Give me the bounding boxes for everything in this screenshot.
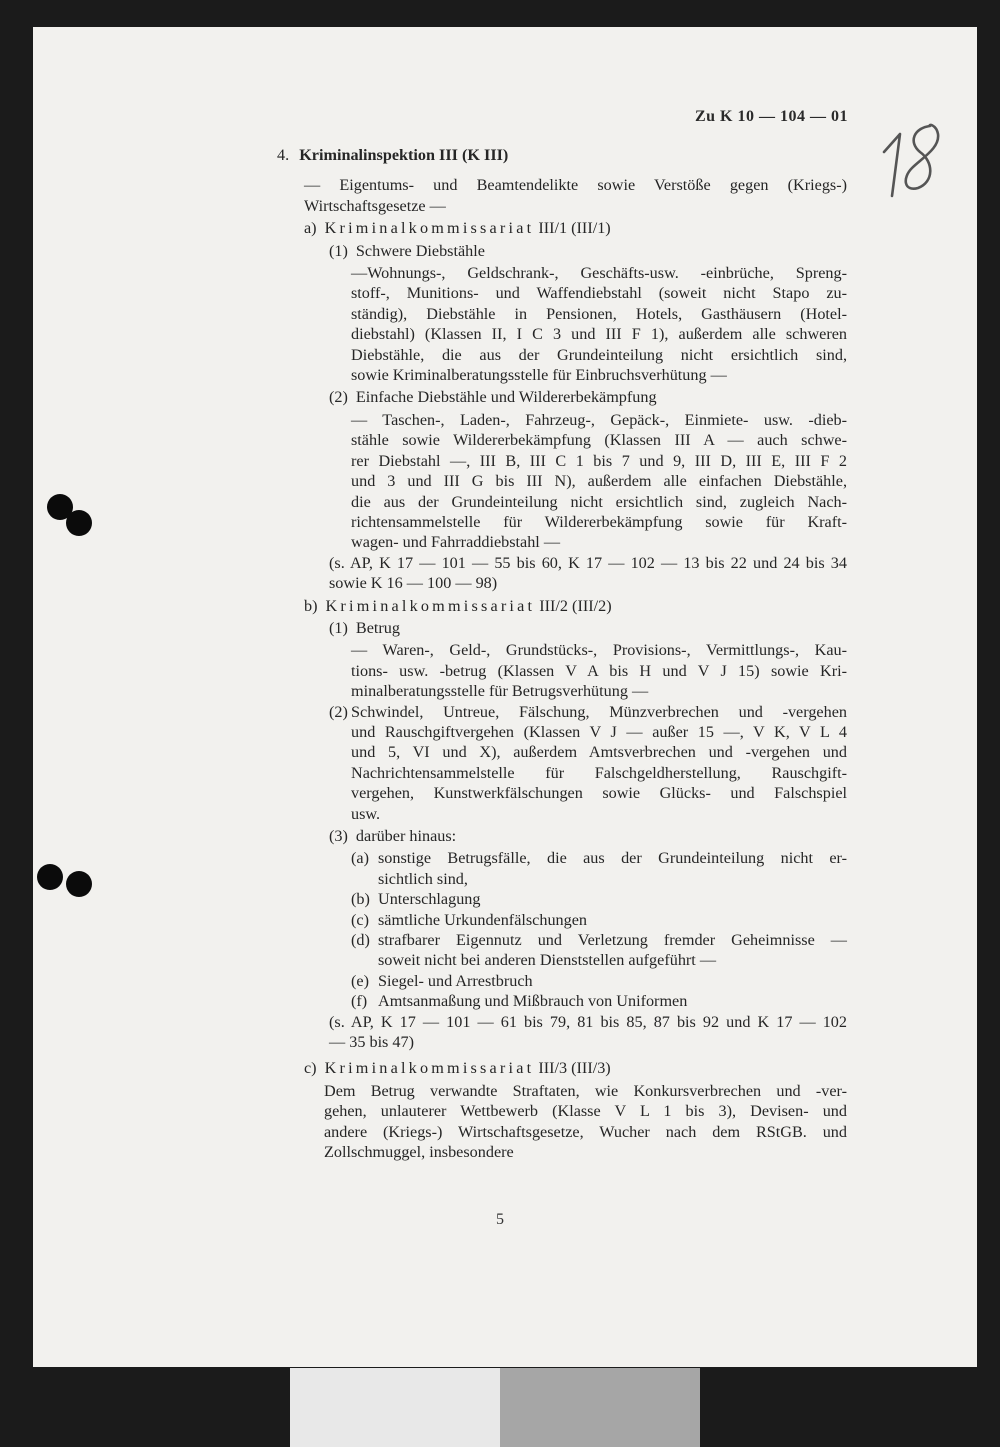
item-a2 xyxy=(304,387,847,552)
item-title: Einfache Diebstähle und Wildererbekämpfung xyxy=(355,388,657,407)
subsection-title-rest: III/3 (III/3) xyxy=(534,1059,611,1078)
handwritten-folio-number xyxy=(878,112,958,202)
text-line: — Waren-, Geld-, Grundstücks-, Provisions-, Vermittlungs-, Kau- xyxy=(351,641,847,660)
subsection-label: a) xyxy=(304,219,317,238)
item-heading xyxy=(329,387,847,407)
subitem xyxy=(351,991,847,1011)
subsection-title-spaced: Kriminalkommissariat xyxy=(324,1059,535,1078)
subitem-label: (a) xyxy=(351,849,369,868)
section-subtitle xyxy=(277,175,847,216)
subitem-list xyxy=(329,848,847,1011)
text-line: sämtliche Urkundenfälschungen xyxy=(378,910,588,929)
text-line: sonstige Betrugsfälle, die aus der Grundeinteilung nicht er- xyxy=(378,849,847,868)
item-title: Schwere Diebstähle xyxy=(355,241,485,260)
gray-scale-strip-dark xyxy=(500,1368,700,1447)
text-line: Diebstähle, die aus der Grundeinteilung nicht ersichtlich sind, xyxy=(351,345,847,364)
text-line: Nachrichtensammelstelle für Falschgeldherstellung, Rauschgift- xyxy=(351,763,847,782)
text-line: sowie Kriminalberatungsstelle für Einbruchsverhütung — xyxy=(351,366,727,385)
item-label: (3) xyxy=(329,827,348,845)
item-heading xyxy=(329,826,847,846)
punch-hole xyxy=(37,864,63,890)
text-line: soweit nicht bei anderen Dienststellen aufgeführt — xyxy=(378,951,717,970)
text-line: strafbarer Eigennutz und Verletzung fremder Geheimnisse — xyxy=(378,931,847,950)
subtitle-line: — Eigentums- und Beamtendelikte sowie Verstöße gegen (Kriegs-) xyxy=(304,176,847,195)
item-b2 xyxy=(304,702,847,824)
item-b3 xyxy=(304,826,847,1012)
text-line: gehen, unlauterer Wettbewerb (Klasse V L 1 bis 3), Devisen- und xyxy=(324,1102,847,1121)
section-heading xyxy=(277,145,847,165)
text-line: Amtsanmaßung und Mißbrauch von Uniformen xyxy=(378,992,688,1011)
document-body xyxy=(277,145,847,1163)
subsection-title-spaced: Kriminalkommissariat xyxy=(324,219,535,238)
subsection-title-spaced: Kriminalkommissariat xyxy=(325,596,536,615)
subitem-label: (e) xyxy=(351,971,369,990)
item-heading xyxy=(329,618,847,638)
text-line: Dem Betrug verwandte Straftaten, wie Konkursverbrechen und -ver- xyxy=(324,1081,847,1100)
item-label: (1) xyxy=(329,618,348,637)
punch-hole xyxy=(66,510,92,536)
subitem-label: (f) xyxy=(351,992,368,1011)
text-line: usw. xyxy=(351,804,381,823)
subsection-b xyxy=(277,596,847,1053)
punch-hole xyxy=(66,871,92,897)
subsection-label: b) xyxy=(304,596,318,615)
item-title: Betrug xyxy=(355,618,400,637)
text-line: —Wohnungs-, Geldschrank-, Geschäfts-usw. -einbrüche, Spreng- xyxy=(351,264,847,283)
text-line: — Taschen-, Laden-, Fahrzeug-, Gepäck-, Einmiete- usw. -dieb- xyxy=(351,410,847,429)
subitem xyxy=(351,971,847,991)
item-title: darüber hinaus: xyxy=(355,827,457,845)
text-line: minalberatungsstelle für Betrugsverhütung — xyxy=(351,682,649,701)
item-label: (2) xyxy=(329,702,348,721)
text-line: stähle sowie Wildererbekämpfung (Klassen III A — auch schwe- xyxy=(351,431,847,450)
text-line: und Rauschgiftvergehen (Klassen V J — außer 15 —, V K, V L 4 xyxy=(351,722,847,741)
item-body xyxy=(329,410,847,553)
section-title: Kriminalinspektion III (K III) xyxy=(299,146,509,164)
item-body xyxy=(329,640,847,701)
subitem xyxy=(351,910,847,930)
text-line: stoff-, Munitions- und Waffendiebstahl (soweit nicht Stapo zu- xyxy=(351,284,847,303)
reference-line: sowie K 16 — 100 — 98) xyxy=(329,574,498,593)
item-label: (1) xyxy=(329,241,348,260)
subsection-c xyxy=(277,1058,847,1162)
item-body xyxy=(351,702,847,824)
page-number: 5 xyxy=(496,1211,504,1228)
subsection-title-rest: III/2 (III/2) xyxy=(535,596,612,615)
reference-line: (s. AP, K 17 — 101 — 55 bis 60, K 17 — 102 — 13 bis 22 und 24 bis 34 xyxy=(329,553,847,572)
text-line: richtensammelstelle für Wildererbekämpfung sowie für Kraft- xyxy=(351,512,847,531)
text-line: ständig), Diebstähle in Pensionen, Hotels, Gasthäusern (Hotel- xyxy=(351,304,847,323)
subsection-heading xyxy=(304,218,847,238)
text-line: Unterschlagung xyxy=(378,890,481,909)
subitem xyxy=(351,930,847,971)
item-a1 xyxy=(304,241,847,386)
reference-line: — 35 bis 47) xyxy=(329,1033,414,1052)
text-line: und 5, VI und X), außerdem Amtsverbrechen und -vergehen und xyxy=(351,743,847,762)
subitem-label: (c) xyxy=(351,910,369,929)
text-line: Schwindel, Untreue, Fälschung, Münzverbrechen und -vergehen xyxy=(351,702,847,721)
text-line: tions- usw. -betrug (Klassen V A bis H und V J 15) sowie Kri- xyxy=(351,661,847,680)
subitem-label: (d) xyxy=(351,931,370,950)
section-number: 4. xyxy=(277,146,290,164)
text-line: andere (Kriegs-) Wirtschaftsgesetze, Wucher nach dem RStGB. und xyxy=(324,1122,847,1141)
subitem xyxy=(351,889,847,909)
text-line: die aus der Grundeinteilung nicht ersichtlich sind, zugleich Nach- xyxy=(351,492,847,511)
subsection-body xyxy=(304,1081,847,1163)
text-line: Siegel- und Arrestbruch xyxy=(378,971,533,990)
text-line: wagen- und Fahrraddiebstahl — xyxy=(351,533,561,552)
subsection-label: c) xyxy=(304,1059,317,1078)
subsection-a xyxy=(277,218,847,593)
references-b xyxy=(304,1012,847,1053)
reference-line: (s. AP, K 17 — 101 — 61 bis 79, 81 bis 85, 87 bis 92 und K 17 — 102 xyxy=(329,1012,847,1031)
item-b1 xyxy=(304,618,847,702)
text-line: und 3 und III G bis III N), außerdem alle einfachen Diebstähle, xyxy=(351,472,847,491)
item-label: (2) xyxy=(329,388,348,407)
subitem xyxy=(351,848,847,889)
text-line: diebstahl) (Klassen II, I C 3 und III F 1), außerdem alle schweren xyxy=(351,325,847,344)
text-line: Zollschmuggel, insbesondere xyxy=(324,1143,514,1162)
item-body xyxy=(329,263,847,385)
text-line: sichtlich sind, xyxy=(378,869,468,888)
subtitle-line: Wirtschaftsgesetze — xyxy=(304,196,446,215)
text-line: rer Diebstahl —, III B, III C 1 bis 7 und 9, III D, III E, III F 2 xyxy=(351,451,847,470)
subsection-title-rest: III/1 (III/1) xyxy=(534,219,611,238)
document-reference: Zu K 10 — 104 — 01 xyxy=(694,108,848,125)
text-line: vergehen, Kunstwerkfälschungen sowie Glücks- und Falschspiel xyxy=(351,784,847,803)
item-heading xyxy=(329,241,847,261)
references-a xyxy=(304,553,847,594)
subitem-label: (b) xyxy=(351,890,370,909)
subsection-heading xyxy=(304,596,847,616)
subsection-heading xyxy=(304,1058,847,1078)
gray-scale-strip-light xyxy=(290,1368,500,1447)
